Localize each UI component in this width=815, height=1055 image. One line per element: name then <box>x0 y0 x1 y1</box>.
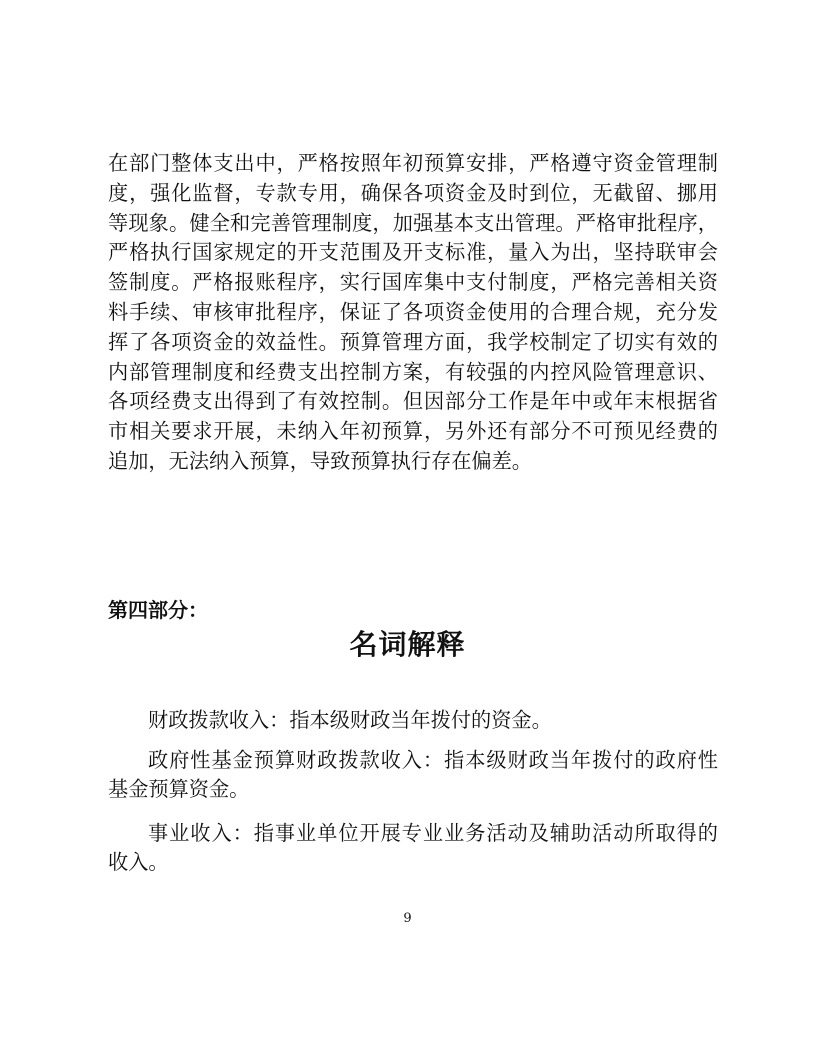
section-label: 第四部分： <box>108 598 208 622</box>
definition-item <box>108 819 718 877</box>
definition-line: 事业收入：指事业单位开展专业业务活动及辅助活动所取得的 <box>148 821 718 845</box>
definition-line: 政府性基金预算财政拨款收入：指本级财政当年拨付的政府性 <box>148 748 718 772</box>
definition-item <box>108 706 718 735</box>
body-line: 签制度。严格报账程序，实行国库集中支付制度，严格完善相关资 <box>108 270 718 295</box>
body-line: 市相关要求开展，未纳入年初预算，另外还有部分不可预见经费的 <box>108 419 718 444</box>
page-number: 9 <box>403 911 412 926</box>
body-line: 各项经费支出得到了有效控制。但因部分工作是年中或年末根据省 <box>108 389 718 414</box>
body-line: 严格执行国家规定的开支范围及开支标准，量入为出，坚持联审会 <box>108 240 718 265</box>
body-paragraph <box>108 149 718 477</box>
body-line: 等现象。健全和完善管理制度，加强基本支出管理。严格审批程序， <box>108 210 718 235</box>
definition-line: 财政拨款收入：指本级财政当年拨付的资金。 <box>148 708 552 732</box>
definition-line: 基金预算资金。 <box>108 777 250 801</box>
body-line: 内部管理制度和经费支出控制方案，有较强的内控风险管理意识、 <box>108 359 718 384</box>
page-title: 名词解释 <box>349 628 466 661</box>
body-line: 挥了各项资金的效益性。预算管理方面，我学校制定了切实有效的 <box>108 329 718 354</box>
body-line: 料手续、审核审批程序，保证了各项资金使用的合理合规，充分发 <box>108 299 718 324</box>
definition-line: 收入。 <box>108 850 169 874</box>
body-line: 度，强化监督，专款专用，确保各项资金及时到位，无截留、挪用 <box>108 180 718 205</box>
body-line: 在部门整体支出中，严格按照年初预算安排，严格遵守资金管理制 <box>108 151 718 175</box>
body-line: 追加，无法纳入预算，导致预算执行存在偏差。 <box>108 448 532 473</box>
definition-item <box>108 746 718 804</box>
